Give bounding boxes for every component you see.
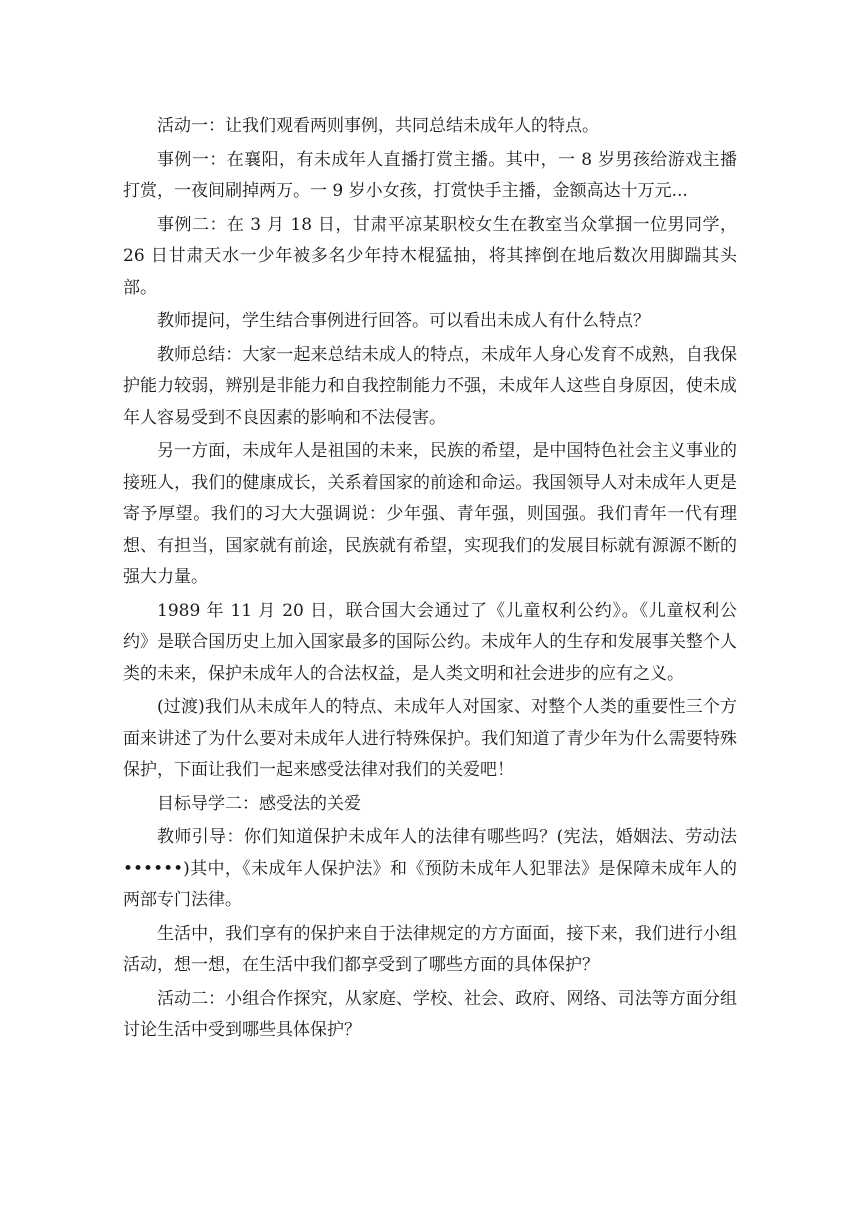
paragraph-teacher-guidance: 教师引导：你们知道保护未成年人的法律有哪些吗？(宪法，婚姻法、劳动法 ••••••)其中，《未成年人保护法》和《预防未成年人犯罪法》是保障未成年人的两部专门法律。 — [123, 827, 737, 910]
paragraph-future-of-nation: 另一方面，未成年人是祖国的未来，民族的希望，是中国特色社会主义事业的接班人，我们的健康成长，关系着国家的前途和命运。我国领导人对未成年人更是寄予厚望。我们的习大大强调说：少年强、青年强，则国强。我们青年一代有理想、有担当，国家就有前途，民族就有希望，实现我们的发展目标就有源源不断的强大力量。 — [123, 441, 737, 587]
paragraph-goal-two-heading: 目标导学二：感受法的关爱 — [157, 793, 361, 814]
paragraph-teacher-summary: 教师总结：大家一起来总结未成人的特点，未成年人身心发育不成熟，自我保护能力较弱，辨别是非能力和自我控制能力不强，未成年人这些自身原因，使未成年人容易受到不良因素的影响和不法侵害。 — [123, 344, 737, 428]
paragraph-transition: (过渡)我们从未成年人的特点、未成年人对国家、对整个人类的重要性三个方面来讲述了为什么要对未成年人进行特殊保护。我们知道了青少年为什么需要特殊保护，下面让我们一起来感受法律对我们的关爱吧！ — [123, 697, 737, 780]
paragraph-example-two: 事例二：在 3 月 18 日，甘肃平凉某职校女生在教室当众掌掴一位男同学，26 日甘肃天水一少年被多名少年持木棍猛抽，将其摔倒在地后数次用脚踹其头部。 — [123, 214, 737, 298]
document-body — [123, 111, 737, 1049]
paragraph-example-one: 事例一：在襄阳，有未成年人直播打赏主播。其中，一 8 岁男孩给游戏主播打赏，一夜间刷掉两万。一 9 岁小女孩，打赏快手主播，金额高达十万元... — [123, 149, 737, 201]
paragraph-activity-two: 活动二：小组合作探究，从家庭、学校、社会、政府、网络、司法等方面分组讨论生活中受到哪些具体保护？ — [123, 988, 737, 1040]
paragraph-activity-one: 活动一：让我们观看两则事例，共同总结未成年人的特点。 — [157, 116, 599, 136]
paragraph-life-protection: 生活中，我们享有的保护来自于法律规定的方方面面，接下来，我们进行小组活动，想一想，在生活中我们都享受到了哪些方面的具体保护？ — [123, 923, 737, 975]
paragraph-children-rights-convention: 1989 年 11 月 20 日，联合国大会通过了《儿童权利公约》。《儿童权利公约》是联合国历史上加入国家最多的国际公约。未成年人的生存和发展事关整个人类的未来，保护未成年人的合法权益，是人类文明和社会进步的应有之义。 — [123, 600, 737, 684]
paragraph-teacher-question: 教师提问，学生结合事例进行回答。可以看出未成人有什么特点？ — [157, 311, 650, 331]
